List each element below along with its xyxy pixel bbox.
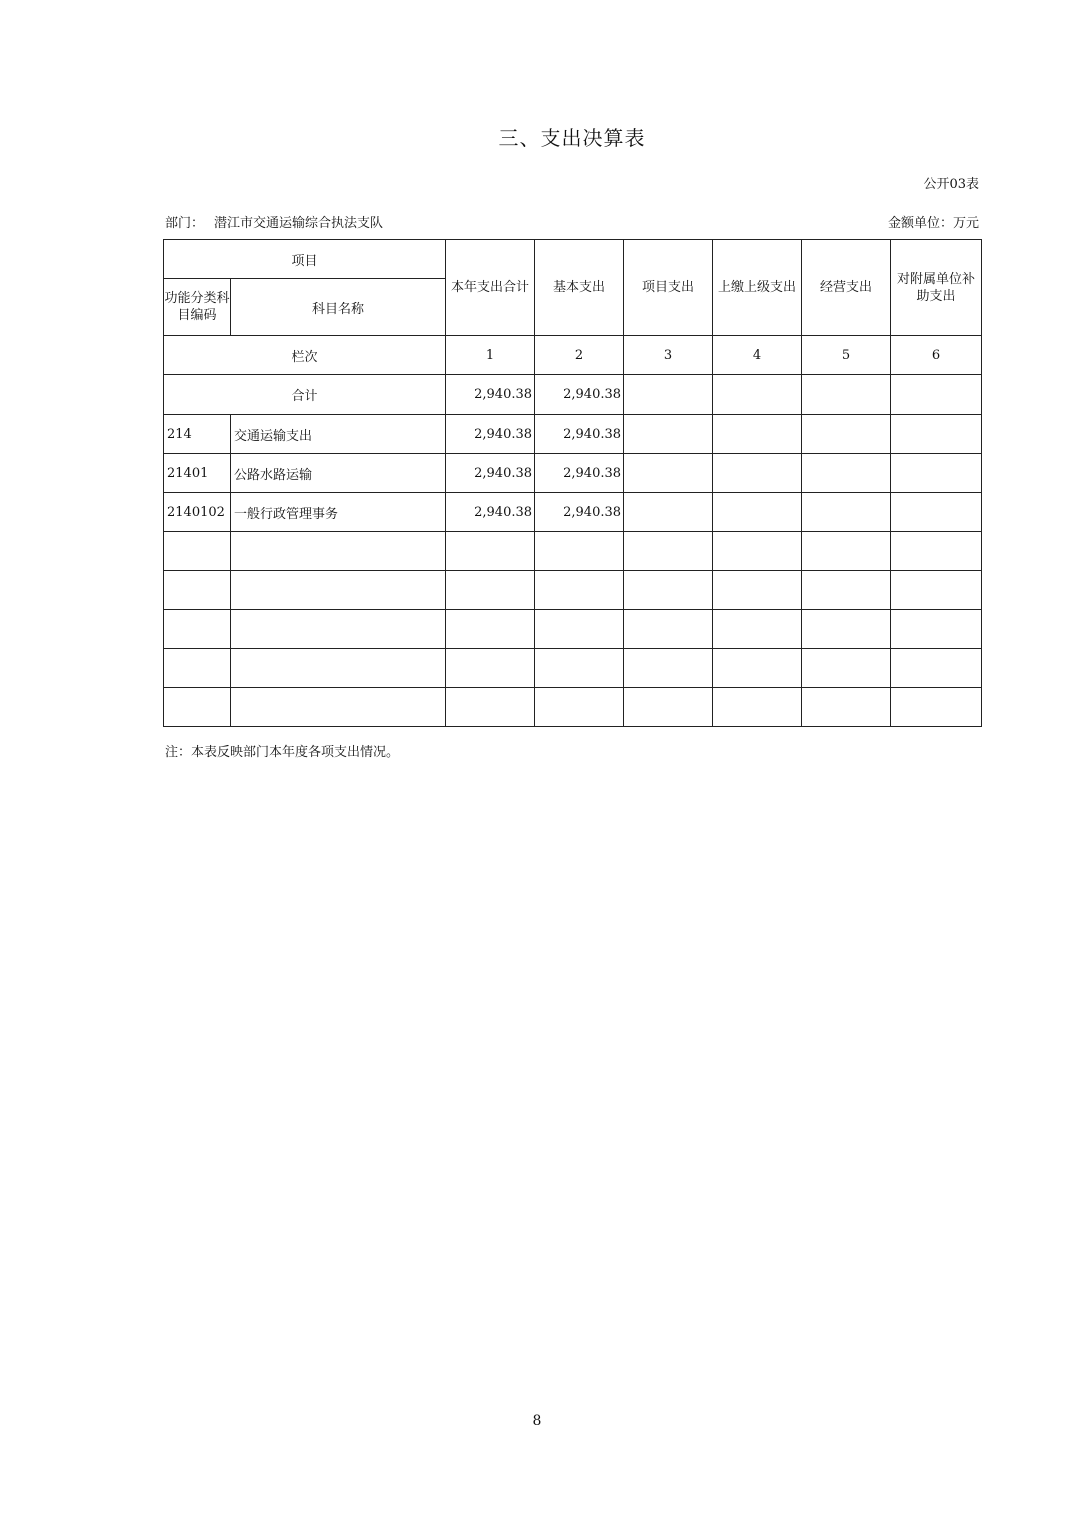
table-row: [164, 649, 982, 688]
amount-cell: [891, 415, 982, 454]
total-cell: 2,940.38: [535, 375, 624, 415]
total-label: 合计: [164, 375, 446, 415]
header-col-3: 项目支出: [624, 240, 713, 336]
amount-cell: [802, 532, 891, 571]
header-name: 科目名称: [231, 279, 446, 336]
col-index-cell: 1: [446, 336, 535, 375]
amount-cell: 2,940.38: [446, 415, 535, 454]
amount-cell: [891, 571, 982, 610]
total-cell: [713, 375, 802, 415]
subject-code: 214: [164, 415, 231, 454]
department-name: 潜江市交通运输综合执法支队: [214, 216, 384, 231]
subject-code: [164, 649, 231, 688]
amount-cell: [802, 493, 891, 532]
amount-cell: [713, 532, 802, 571]
header-code: 功能分类科目编码: [164, 279, 231, 336]
amount-cell: [624, 649, 713, 688]
amount-cell: [891, 454, 982, 493]
amount-cell: [624, 415, 713, 454]
amount-cell: [891, 493, 982, 532]
amount-cell: [624, 454, 713, 493]
amount-cell: [446, 532, 535, 571]
col-index-cell: 2: [535, 336, 624, 375]
amount-cell: [802, 610, 891, 649]
subject-code: 21401: [164, 454, 231, 493]
table-row: [164, 454, 982, 493]
amount-cell: 2,940.38: [535, 415, 624, 454]
amount-cell: [446, 571, 535, 610]
total-cell: [624, 375, 713, 415]
amount-cell: 2,940.38: [446, 493, 535, 532]
table-row: [164, 532, 982, 571]
amount-cell: [802, 571, 891, 610]
page-title: 三、支出决算表: [498, 126, 646, 150]
amount-cell: [713, 610, 802, 649]
col-index-cell: 6: [891, 336, 982, 375]
amount-cell: [713, 493, 802, 532]
amount-cell: [713, 649, 802, 688]
header-col-5: 经营支出: [802, 240, 891, 336]
subject-name: [231, 649, 446, 688]
amount-cell: [535, 571, 624, 610]
table-row: [164, 493, 982, 532]
header-col-1: 本年支出合计: [446, 240, 535, 336]
amount-unit: 金额单位：万元: [887, 216, 979, 231]
page-number: 8: [532, 1413, 542, 1429]
header-col-6: 对附属单位补助支出: [891, 240, 982, 336]
subject-code: 2140102: [164, 493, 231, 532]
amount-cell: [535, 610, 624, 649]
subject-name: 交通运输支出: [231, 415, 446, 454]
total-cell: [802, 375, 891, 415]
amount-cell: [802, 415, 891, 454]
amount-cell: [891, 649, 982, 688]
table-row: [164, 571, 982, 610]
col-index-cell: 4: [713, 336, 802, 375]
subject-name: 公路水路运输: [231, 454, 446, 493]
amount-cell: [713, 454, 802, 493]
expenditure-table: [163, 239, 982, 727]
table-row: [164, 610, 982, 649]
form-code: 公开03表: [923, 177, 979, 192]
department-label: 部门：: [165, 216, 205, 231]
department-line: [165, 212, 383, 231]
subject-name: [231, 610, 446, 649]
amount-cell: [802, 649, 891, 688]
col-index-row: [164, 336, 982, 375]
amount-cell: [713, 688, 802, 727]
subject-code: [164, 571, 231, 610]
amount-cell: [891, 688, 982, 727]
table-row: [164, 688, 982, 727]
total-cell: [891, 375, 982, 415]
total-cell: 2,940.38: [446, 375, 535, 415]
amount-cell: [802, 688, 891, 727]
amount-cell: [624, 532, 713, 571]
amount-cell: [446, 610, 535, 649]
amount-cell: [802, 454, 891, 493]
col-index-cell: 5: [802, 336, 891, 375]
subject-code: [164, 688, 231, 727]
amount-cell: [713, 571, 802, 610]
amount-cell: 2,940.38: [535, 493, 624, 532]
amount-cell: 2,940.38: [446, 454, 535, 493]
amount-cell: [891, 532, 982, 571]
table-note: 注：本表反映部门本年度各项支出情况。: [165, 745, 400, 760]
amount-cell: [535, 688, 624, 727]
amount-cell: [535, 649, 624, 688]
header-project: 项目: [164, 240, 446, 279]
header-col-2: 基本支出: [535, 240, 624, 336]
amount-cell: [624, 571, 713, 610]
col-index-label: 栏次: [164, 336, 446, 375]
subject-name: [231, 532, 446, 571]
subject-code: [164, 532, 231, 571]
amount-cell: 2,940.38: [535, 454, 624, 493]
subject-name: [231, 688, 446, 727]
header-col-4: 上缴上级支出: [713, 240, 802, 336]
subject-code: [164, 610, 231, 649]
amount-cell: [624, 493, 713, 532]
subject-name: 一般行政管理事务: [231, 493, 446, 532]
total-row: [164, 375, 982, 415]
amount-cell: [535, 532, 624, 571]
amount-cell: [446, 649, 535, 688]
amount-cell: [713, 415, 802, 454]
amount-cell: [624, 688, 713, 727]
amount-cell: [624, 610, 713, 649]
subject-name: [231, 571, 446, 610]
amount-cell: [446, 688, 535, 727]
amount-cell: [891, 610, 982, 649]
table-row: [164, 415, 982, 454]
col-index-cell: 3: [624, 336, 713, 375]
